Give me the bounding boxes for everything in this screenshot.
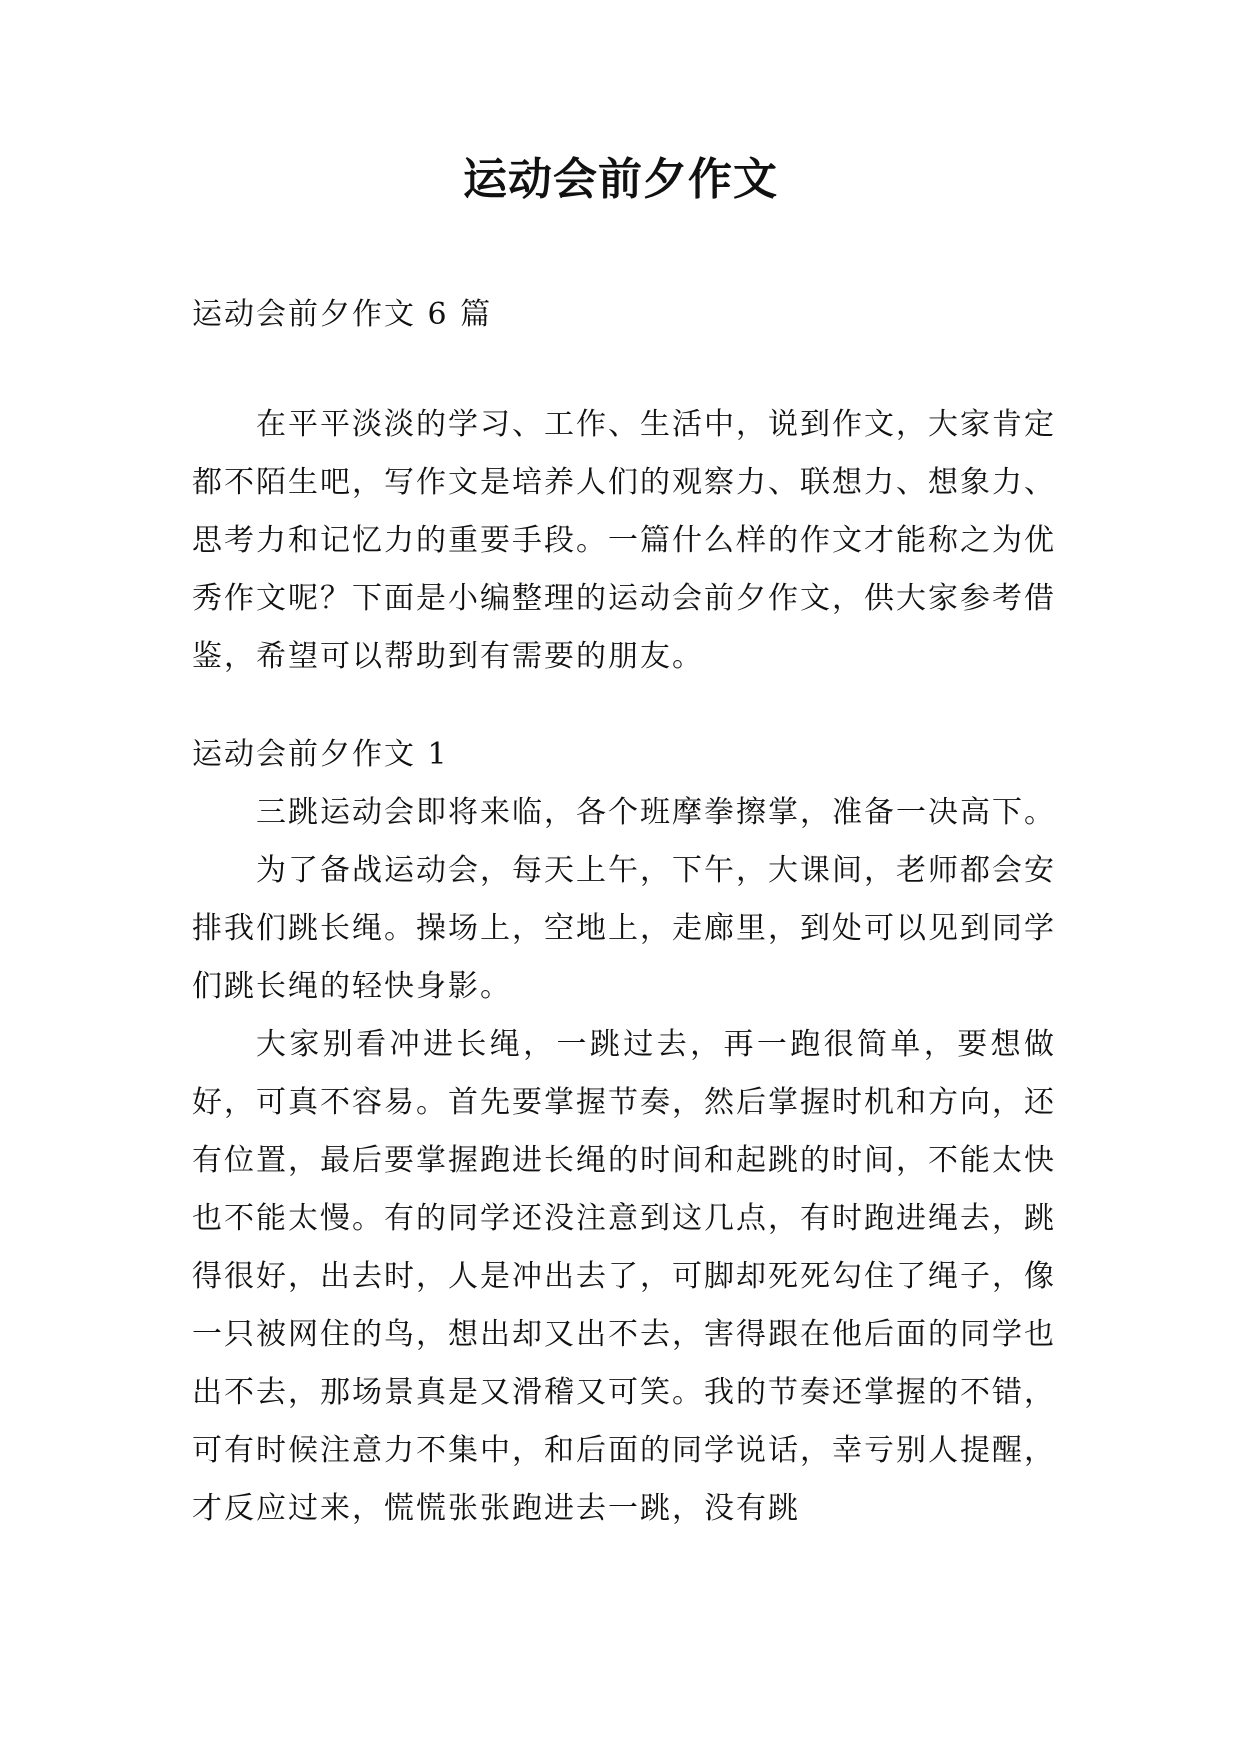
spacer <box>192 686 1056 726</box>
body-paragraph: 三跳运动会即将来临，各个班摩拳擦掌，准备一决高下。 <box>256 795 1056 830</box>
document-body <box>192 286 1056 1538</box>
document-title: 运动会前夕作文 <box>463 154 778 205</box>
section-heading: 运动会前夕作文 1 <box>192 737 449 772</box>
body-paragraph: 为了备战运动会，每天上午，下午，大课间，老师都会安排我们跳长绳。操场上，空地上，走廊里，到处可以见到同学们跳长绳的轻快身影。 <box>192 853 1056 1004</box>
intro-paragraph: 在平平淡淡的学习、工作、生活中，说到作文，大家肯定都不陌生吧，写作文是培养人们的观察力、联想力、想象力、思考力和记忆力的重要手段。一篇什么样的作文才能称之为优秀作文呢？下面是小编整理的运动会前夕作文，供大家参考借鉴，希望可以帮助到有需要的朋友。 <box>192 407 1056 674</box>
document-subtitle: 运动会前夕作文 6 篇 <box>192 297 493 332</box>
body-paragraph: 大家别看冲进长绳，一跳过去，再一跑很简单，要想做好，可真不容易。首先要掌握节奏，然后掌握时机和方向，还有位置，最后要掌握跑进长绳的时间和起跳的时间，不能太快也不能太慢。有的同学还没注意到这几点，有时跑进绳去，跳得很好，出去时，人是冲出去了，可脚却死死勾住了绳子，像一只被网住的鸟，想出却又出不去，害得跟在他后面的同学也出不去，那场景真是又滑稽又可笑。我的节奏还掌握的不错，可有时候注意力不集中，和后面的同学说话，幸亏别人提醒，才反应过来，慌慌张张跑进去一跳，没有跳 <box>192 1027 1056 1526</box>
spacer <box>192 344 1056 396</box>
